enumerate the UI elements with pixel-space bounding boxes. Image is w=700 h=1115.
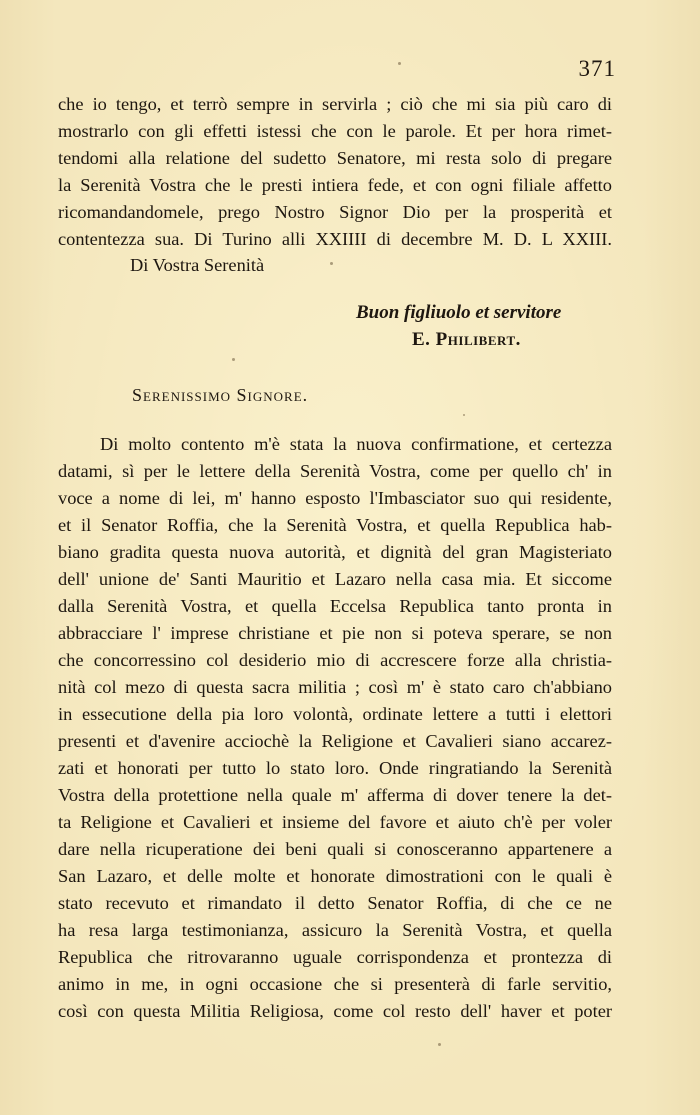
text-line: che concorressino col desiderio mio di accrescere forze alla christia-: [58, 650, 612, 670]
text-line: così con questa Militia Religiosa, come col resto dell' haver et poter: [58, 1001, 612, 1021]
signoff-name: E. Philibert.: [412, 329, 521, 350]
text-line: biano gradita questa nuova autorità, et dignità del gran Magisteriato: [58, 542, 612, 562]
text-line: mostrarlo con gli effetti istessi che con le parole. Et per hora rimet-: [58, 121, 612, 141]
paper-speck: [398, 62, 401, 65]
text-line: datami, sì per le lettere della Serenità Vostra, come per quello ch' in: [58, 461, 612, 481]
text-line: presenti et d'avenire acciochè la Religione et Cavalieri siano accarez-: [58, 731, 612, 751]
text-line: voce a nome di lei, m' hanno esposto l'Imbasciator suo qui residente,: [58, 488, 612, 508]
page-number: 371: [578, 56, 616, 81]
text-line: ricomandandomele, prego Nostro Signor Dio per la prosperità et: [58, 202, 612, 222]
paper-speck: [232, 358, 235, 361]
paper-speck: [463, 414, 465, 416]
paper-speck: [330, 262, 333, 265]
text-line: Republica che ritrovaranno uguale corrispondenza et prontezza di: [58, 947, 612, 967]
text-line: contentezza sua. Di Turino alli XXIIII di decembre M. D. L XXIII.: [58, 229, 612, 249]
signoff-role: Buon figliuolo et servitore: [356, 302, 562, 323]
text-line: abbracciare l' imprese christiane et pie non si poteva sperare, se non: [58, 623, 612, 643]
text-line: dell' unione de' Santi Mauritio et Lazaro nella casa mia. Et siccome: [58, 569, 612, 589]
text-line: tendomi alla relatione del sudetto Senatore, mi resta solo di pregare: [58, 148, 612, 168]
text-line: ta Religione et Cavalieri et insieme del favore et aiuto ch'è per voler: [58, 812, 612, 832]
text-line: Di molto contento m'è stata la nuova confirmatione, et certezza: [100, 434, 612, 454]
text-line: nità col mezo di questa sacra militia ; così m' è stato caro ch'abbiano: [58, 677, 612, 697]
text-line: stato recevuto et rimandato il detto Senator Roffia, di che ce ne: [58, 893, 612, 913]
text-line: zati et honorati per tutto lo stato loro. Onde ringratiando la Serenità: [58, 758, 612, 778]
text-line: Vostra della protettione nella quale m' afferma di dover tenere la det-: [58, 785, 612, 805]
letter-heading: Serenissimo Signore.: [132, 385, 309, 405]
text-line: et il Senator Roffia, che la Serenità Vostra, et quella Republica hab-: [58, 515, 612, 535]
text-line: animo in me, in ogni occasione che si presenterà di farle servitio,: [58, 974, 612, 994]
text-line: dalla Serenità Vostra, et quella Eccelsa Republica tanto pronta in: [58, 596, 612, 616]
text-line: che io tengo, et terrò sempre in servirla ; ciò che mi sia più caro di: [58, 94, 612, 114]
text-line: San Lazaro, et delle molte et honorate dimostrationi con le quali è: [58, 866, 612, 886]
text-line: dare nella ricuperatione dei beni quali si conosceranno appartenere a: [58, 839, 612, 859]
paper-speck: [438, 1043, 441, 1046]
text-line: in essecutione della pia loro volontà, ordinate lettere a tutti i elettori: [58, 704, 612, 724]
text-line: la Serenità Vostra che le presti intiera fede, et con ogni filiale affetto: [58, 175, 612, 195]
closing-salutation: Di Vostra Serenità: [130, 255, 265, 275]
text-line: ha resa larga testimonianza, assicuro la Serenità Vostra, et quella: [58, 920, 612, 940]
